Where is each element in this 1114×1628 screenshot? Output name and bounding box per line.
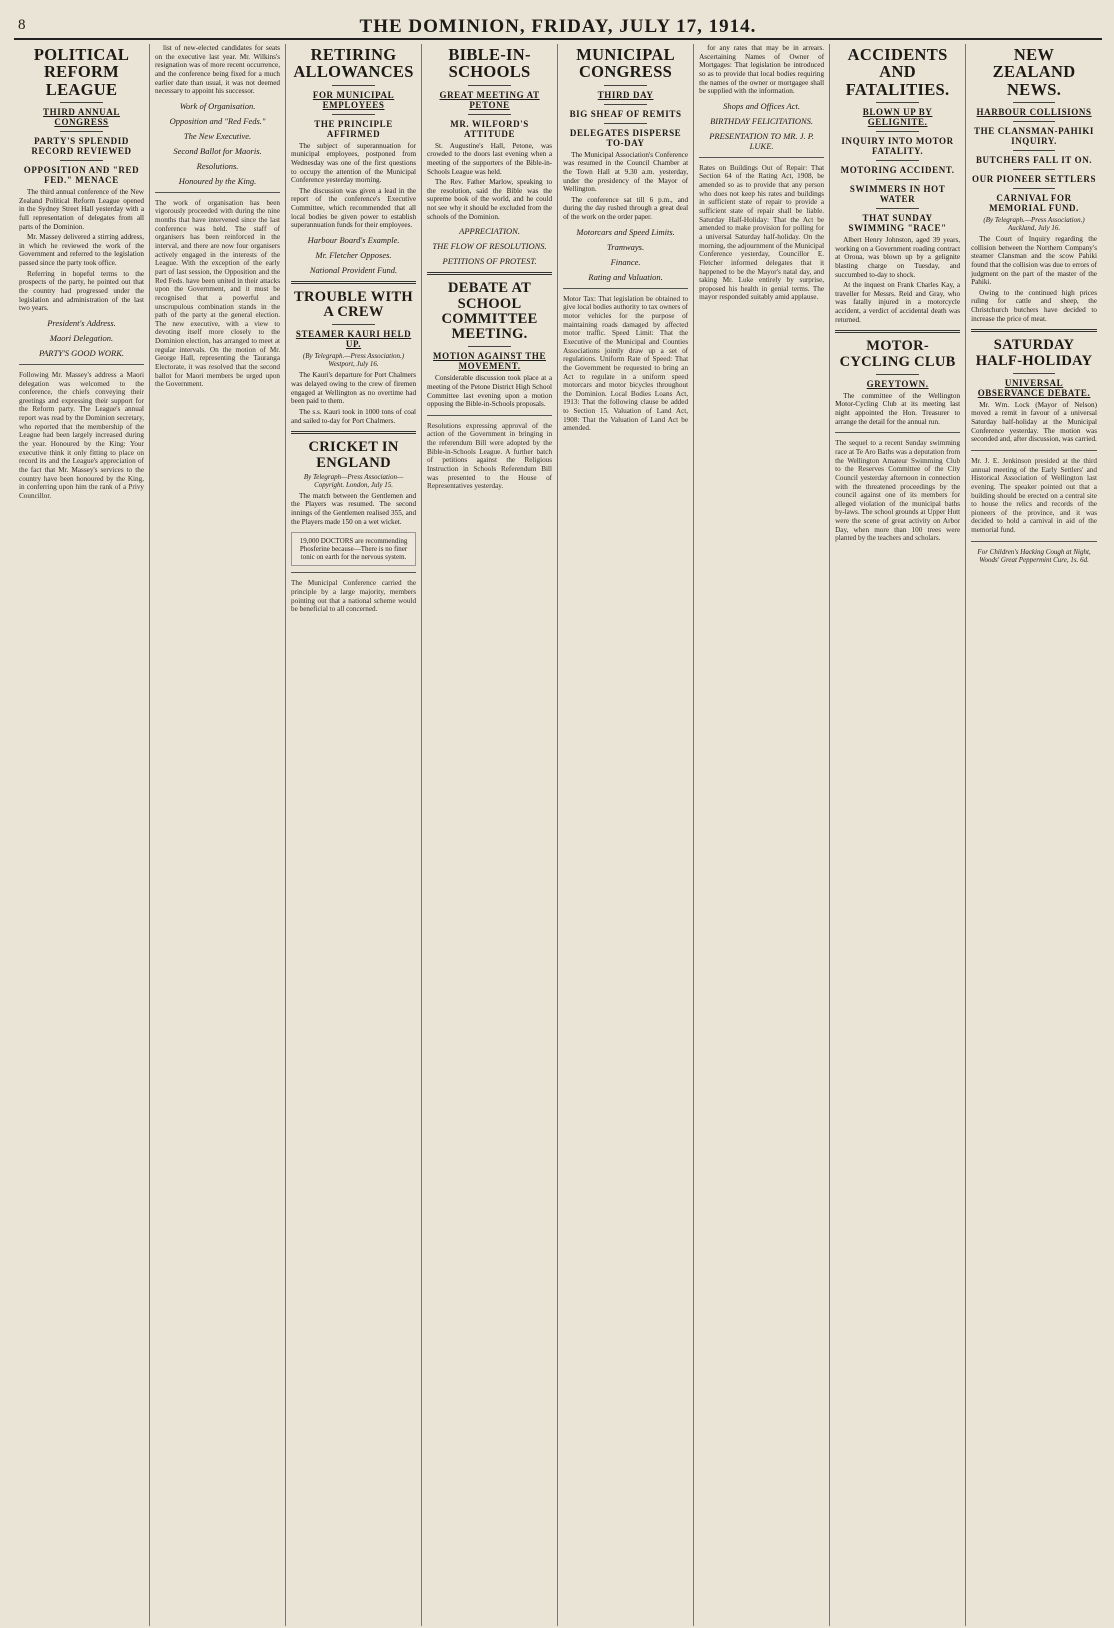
column-rule <box>427 415 552 416</box>
heading-rule <box>1013 102 1056 103</box>
heading-rule <box>876 208 919 209</box>
story-body <box>699 44 824 96</box>
paragraph: The subject of superannuation for municipal employees, postponed from Wednesday was one of the first questions to occupy the attention of the Municipal Conference yesterday morning. <box>291 141 417 185</box>
paragraph: Referring in hopeful terms to the prospects of the party, he pointed out that the country had progressed under the legislation and administration of the last two years. <box>19 269 145 313</box>
headline: SATURDAY HALF-HOLIDAY <box>975 337 1093 369</box>
story-continuation: The Municipal Conference carried the principle by a large majority, members pointing out that a national scheme would be beneficial to all concerned. <box>291 579 417 614</box>
story-divider <box>971 329 1097 332</box>
paragraph: The s.s. Kauri took in 1000 tons of coal and sailed to-day for Port Chalmers. <box>291 408 417 425</box>
heading-rule <box>468 346 511 347</box>
heading-rule <box>876 131 919 132</box>
paragraph: Owing to the continued high prices ruling for cattle and sheep, the Christchurch butchers have decided to increase the price of meat. <box>971 288 1097 323</box>
section-subhead: Work of Organisation. <box>179 100 256 111</box>
heading-rule <box>60 160 103 161</box>
heading-rule <box>332 114 375 115</box>
paragraph: The Rev. Father Marlow, speaking to the resolution, said the Bible was the supreme book of the world, and he could not see why it should be excluded from the schools of the Dominion. <box>427 178 553 221</box>
subheadline: INQUIRY INTO MOTOR FATALITY. <box>841 135 954 156</box>
story-body <box>427 374 552 409</box>
heading-rule <box>876 179 919 180</box>
subheadline: THAT SUNDAY SWIMMING "RACE" <box>848 212 947 233</box>
story-body <box>835 392 960 427</box>
story-continuation: The work of organisation has been vigorously proceeded with during the nine months that have intervened since the last conference was held. The staff of organisers has been reinforced in the interval, and there are now four organisers actively engaged in the interests of the League. With the exception of the early part of last session, the Opposition and the Red Feds. have been united in their attacks upon the Government, and it must be recognised that a powerful and unscrupulous combination stands in the path of the party at the general election. The new executive, with a view to devoting itself more closely to the Dominion election, has arranged to meet at regular intervals. On the motion of Mr. George Hall, representing the Tauranga Electorate, it was resolved that the second ballot for Maori members be urged upon the Government. <box>155 198 281 389</box>
paragraph: The third annual conference of the New Zealand Political Reform League opened in the Sydney Street Hall yesterday with a full representation of delegates from all parts of the Dominion. <box>19 187 145 231</box>
column-2 <box>150 44 286 1626</box>
headline: DEBATE AT SCHOOL COMMITTEE MEETING. <box>441 280 538 343</box>
newspaper-title: THE DOMINION, FRIDAY, JULY 17, 1914. <box>359 16 757 37</box>
section-subhead: Maori Delegation. <box>49 332 114 343</box>
subheadline: DELEGATES DISPERSE TO-DAY <box>569 127 682 148</box>
paragraph: At the inquest on Frank Charles Kay, a traveller for Messrs. Reid and Gray, who was fatally injured in a motorcycle accident, a verdict of accidental death was returned. <box>835 281 961 324</box>
story-divider <box>835 330 960 333</box>
headline: CRICKET IN ENGLAND <box>308 439 399 471</box>
column-rule <box>971 450 1097 451</box>
subheadline: OUR PIONEER SETTLERS <box>972 173 1097 184</box>
headline: TROUBLE WITH A CREW <box>294 289 414 321</box>
headline: MUNICIPAL CONGRESS <box>576 45 675 82</box>
story-body <box>291 142 416 230</box>
section-subhead: Harbour Board's Example. <box>307 235 400 246</box>
paragraph: list of new-elected candidates for seats on the executive last year. Mr. Wilkins's resignation was of more recent occurrence, and the conference being fixed for a much earlier date than usual, it was not deemed necessary to appoint his successor. <box>155 44 281 96</box>
column-7 <box>830 44 966 1626</box>
subheadline: BIG SHEAF OF REMITS <box>569 108 682 119</box>
masthead <box>14 8 1102 40</box>
heading-rule <box>604 123 647 124</box>
heading-rule <box>1013 188 1056 189</box>
heading-rule <box>604 104 647 105</box>
advertisement: 19,000 DOCTORS are recommending Phosferine because—There is no finer tonic on earth for the nervous system. <box>291 532 416 566</box>
paragraph: St. Augustine's Hall, Petone, was crowded to the doors last evening when a meeting of the supporters of the Bible-in-Schools League was held. <box>427 141 553 176</box>
paragraph: Considerable discussion took place at a meeting of the Petone District High School Committee last evening upon a motion opposing the Bible-in-Schools proposals. <box>427 374 553 409</box>
paragraph: The Kauri's departure for Port Chalmers was delayed owing to the crew of firemen engaged at Wellington as no overtime had been paid to them. <box>291 371 417 406</box>
story-body <box>563 151 688 222</box>
section-subhead: Opposition and "Red Feds." <box>169 115 266 126</box>
heading-rule <box>876 102 919 103</box>
story-body <box>835 236 960 324</box>
subheadline: CARNIVAL FOR MEMORIAL FUND. <box>989 192 1079 213</box>
story-divider <box>291 431 416 434</box>
heading-rule <box>1013 169 1056 170</box>
section-subhead: Motorcars and Speed Limits. <box>576 226 675 237</box>
subheadline: MOTION AGAINST THE MOVEMENT. <box>433 351 547 372</box>
paragraph: for any rates that may be in arrears. Ascertaining Names of Owner of Mortgages: That legislation be introduced so as to provide that local bodies requiring the names of the owner or mortgagee shall be supplied with the information. <box>699 44 825 96</box>
heading-rule <box>1013 121 1056 122</box>
paragraph: The committee of the Wellington Motor-Cycling Club at its meeting last night appointed the Hon. Treasurer to arrange the detail for the annual run. <box>835 391 961 426</box>
dateline: (By Telegraph.—Press Association.) Westport, July 16. <box>302 352 405 369</box>
subheadline: GREAT MEETING AT PETONE <box>439 89 540 110</box>
story-body <box>19 188 144 313</box>
story-divider <box>427 272 552 275</box>
headline: NEW ZEALAND NEWS. <box>992 45 1076 99</box>
subheadline: HARBOUR COLLISIONS <box>976 106 1092 117</box>
heading-rule <box>876 374 919 375</box>
column-rule <box>699 157 824 158</box>
column-5 <box>558 44 694 1626</box>
headline: MOTOR-CYCLING CLUB <box>839 338 956 370</box>
paragraph: The Court of Inquiry regarding the collision between the Northern Company's steamer Clansman and the scow Pahiki found that the collision was due to errors of judgment on the part of the master of the Pahiki. <box>971 234 1097 287</box>
heading-rule <box>468 85 511 86</box>
section-subhead: Shops and Offices Act. <box>723 100 800 111</box>
story-continuation: Rates on Buildings Out of Repair: That Section 64 of the Rating Act, 1908, be amended so as to provide that any person who does not keep his rates and buildings in sufficient state of repair to provide a sufficient state of repair shall be liable. Saturday Half-Holiday: That the Act be amended to make provision for polling for a universal Saturday half-holiday. On the morning, the adjournment of the Municipal Conference yesterday, Councillor E. Fletcher informed delegates that it happened to be the Mayor's natal day, and taking Mr. Luke entirely by surprise, proposed his health in genial terms. The mayor responded suitably amid applause. <box>699 163 825 302</box>
column-rule <box>19 364 144 365</box>
subheadline: SWIMMERS IN HOT WATER <box>849 183 946 204</box>
section-subhead: Mr. Fletcher Opposes. <box>315 250 392 261</box>
section-subhead: Resolutions. <box>196 160 239 171</box>
heading-rule <box>60 131 103 132</box>
column-rule <box>291 572 416 573</box>
subheadline: OPPOSITION AND "RED FED." MENACE <box>23 164 140 185</box>
paragraph: Mr. Wm. Lock (Mayor of Nelson) moved a remit in favour of a universal Saturday half-holiday at the Municipal Conference yesterday. The motion was seconded and, after discussion, was carried. <box>971 400 1097 444</box>
story-body <box>971 235 1097 323</box>
story-body <box>155 44 280 96</box>
subheadline: MR. WILFORD'S ATTITUDE <box>450 118 529 139</box>
page-number: 8 <box>18 17 26 33</box>
section-subhead: Second Ballot for Maoris. <box>173 145 262 156</box>
heading-rule <box>60 102 103 103</box>
paragraph: The Municipal Association's Conference was resumed in the Council Chamber at the Town Hall at 9.30 a.m. yesterday, under the presidency of the Mayor of Wellington. <box>563 150 689 194</box>
story-body <box>291 371 416 425</box>
section-subhead: PRESENTATION TO MR. J. P. LUKE. <box>709 130 814 151</box>
heading-rule <box>1013 373 1056 374</box>
dateline: (By Telegraph.—Press Association.) Auckland, July 16. <box>983 215 1085 232</box>
subheadline: UNIVERSAL OBSERVANCE DEBATE. <box>977 377 1091 398</box>
subheadline: MOTORING ACCIDENT. <box>840 164 955 175</box>
column-3 <box>286 44 422 1626</box>
section-subhead: PETITIONS OF PROTEST. <box>442 256 537 267</box>
story-continuation: Resolutions expressing approval of the action of the Government in bringing in the referendum Bill were adopted by the Bible-in-Schools League. A further batch of petitions against the Religious Instruction in Schools Referendum Bill was presented to the House of Representatives yesterday. <box>427 421 553 491</box>
section-subhead: BIRTHDAY FELICITATIONS. <box>710 115 814 126</box>
headline: POLITICAL REFORM LEAGUE <box>33 45 130 99</box>
column-4 <box>422 44 558 1626</box>
story-continuation: Motor Tax: That legislation be obtained to give local bodies authority to tax owners of motor vehicles for the purpose of maintaining roads damaged by affected motor traffic. Speed Limit: That the Executive of the Municipal and Counties Associations jointly draw up a set of regulations. Uniform Rate of Speed: That the Government be requested to bring an Act to regulate in a uniform speed motorcars and motor bicycles throughout the Dominion. Local Bodies Loans Act, 1913: That the following clause be added to Section 15. Valuation of Land Act, 1908: That the Valuation of Land Act be amended. <box>563 294 689 433</box>
subheadline: THIRD DAY <box>597 89 654 100</box>
subheadline: FOR MUNICIPAL EMPLOYEES <box>312 89 395 110</box>
section-subhead: National Provident Fund. <box>309 265 398 276</box>
subheadline: THIRD ANNUAL CONGRESS <box>43 106 120 127</box>
section-subhead: PARTY'S GOOD WORK. <box>39 347 125 358</box>
subheadline: STEAMER KAURI HELD UP. <box>295 329 412 350</box>
story-continuation: Following Mr. Massey's address a Maori delegation was welcomed to the conference, the chiefs conveying their greetings and expressing their support for the Reform party. The League's annual report was read by the Dominion secretary, who reported that the membership of the League had been largely increased during the year. Honoured by the King: Your executive think it only fitting to place on record its and the League's appreciation of the fact that Mr. Massey's services to the country have been honoured by the King, in conferring upon him the rank of a Privy Councillor. <box>19 370 145 500</box>
heading-rule <box>332 85 375 86</box>
story-body <box>971 401 1097 444</box>
paragraph: Albert Henry Johnston, aged 39 years, working on a Government roading contract at Oroua, was blown up by a gelignite blasting charge on Tuesday, and succumbed to-day to shock. <box>835 235 961 279</box>
section-subhead: APPRECIATION. <box>459 226 520 237</box>
section-subhead: Honoured by the King. <box>178 175 257 186</box>
paragraph: The match between the Gentlemen and the Players was resumed. The second innings of the Gentlemen realised 355, and the Players made 150 on a wet wicket. <box>291 491 417 526</box>
heading-rule <box>604 85 647 86</box>
section-subhead: Finance. <box>610 256 641 267</box>
paragraph: The conference sat till 6 p.m., and during the day rushed through a great deal of the work on the order paper. <box>563 195 689 222</box>
column-rule <box>563 288 688 289</box>
footer-advertisement: For Children's Hacking Cough at Night, Woods' Great Peppermint Cure, 1s. 6d. <box>977 547 1091 564</box>
paragraph: Mr. Massey delivered a stirring address, in which he reviewed the work of the Government and referred to the legislation passed since the party took office. <box>19 233 145 268</box>
column-6 <box>694 44 830 1626</box>
story-divider <box>291 281 416 284</box>
heading-rule <box>876 160 919 161</box>
footer-rule <box>971 541 1097 542</box>
subheadline: PARTY'S SPLENDID RECORD REVIEWED <box>31 135 132 156</box>
subheadline: THE PRINCIPLE AFFIRMED <box>314 118 393 139</box>
subheadline: GREYTOWN. <box>866 378 929 389</box>
paragraph: The discussion was given a lead in the report of the conference's Executive Committee, which recommended that all local bodies be given power to establish superannuation funds for their employees. <box>291 186 417 230</box>
heading-rule <box>332 324 375 325</box>
story-continuation: Mr. J. E. Jenkinson presided at the third annual meeting of the Early Settlers' and Historical Association of Wellington last evening. The speaker pointed out that a building should be erected on a central site to house the relics and records of the pioneers of the province, and it was decided to hold a carnival in aid of the memorial fund. <box>971 456 1097 535</box>
story-continuation: The sequel to a recent Sunday swimming race at Te Aro Baths was a deputation from the Wellington Amateur Swimming Club to the Reserves Committee of the City Council yesterday afternoon in connection with the threatened proceedings by the council against one of its members for alleged violation of the municipal baths by-laws. The school grounds at Upper Hutt were the scene of great activity on Arbor Day, when more than 100 trees were planted by the teachers and scholars. <box>835 439 961 543</box>
story-body <box>427 142 552 222</box>
section-subhead: The New Executive. <box>183 130 252 141</box>
heading-rule <box>468 114 511 115</box>
columns <box>14 44 1102 1626</box>
heading-rule <box>1013 150 1056 151</box>
column-rule <box>835 432 960 433</box>
subheadline: THE CLANSMAN-PAHIKI INQUIRY. <box>974 125 1095 146</box>
headline: BIBLE-IN-SCHOOLS <box>448 45 531 82</box>
headline: RETIRING ALLOWANCES <box>293 45 414 82</box>
column-8 <box>966 44 1102 1626</box>
section-subhead: Tramways. <box>607 241 645 252</box>
dateline: By Telegraph—Press Association—Copyright. London, July 15. <box>303 472 404 489</box>
column-rule <box>155 192 280 193</box>
headline: ACCIDENTS AND FATALITIES. <box>845 45 950 99</box>
section-subhead: Rating and Valuation. <box>588 271 663 282</box>
section-subhead: President's Address. <box>47 317 116 328</box>
column-1 <box>14 44 150 1626</box>
subheadline: BLOWN UP BY GELIGNITE. <box>862 106 933 127</box>
subheadline: BUTCHERS FALL IT ON. <box>975 154 1093 165</box>
story-body <box>291 492 416 527</box>
section-subhead: THE FLOW OF RESOLUTIONS. <box>432 241 547 252</box>
